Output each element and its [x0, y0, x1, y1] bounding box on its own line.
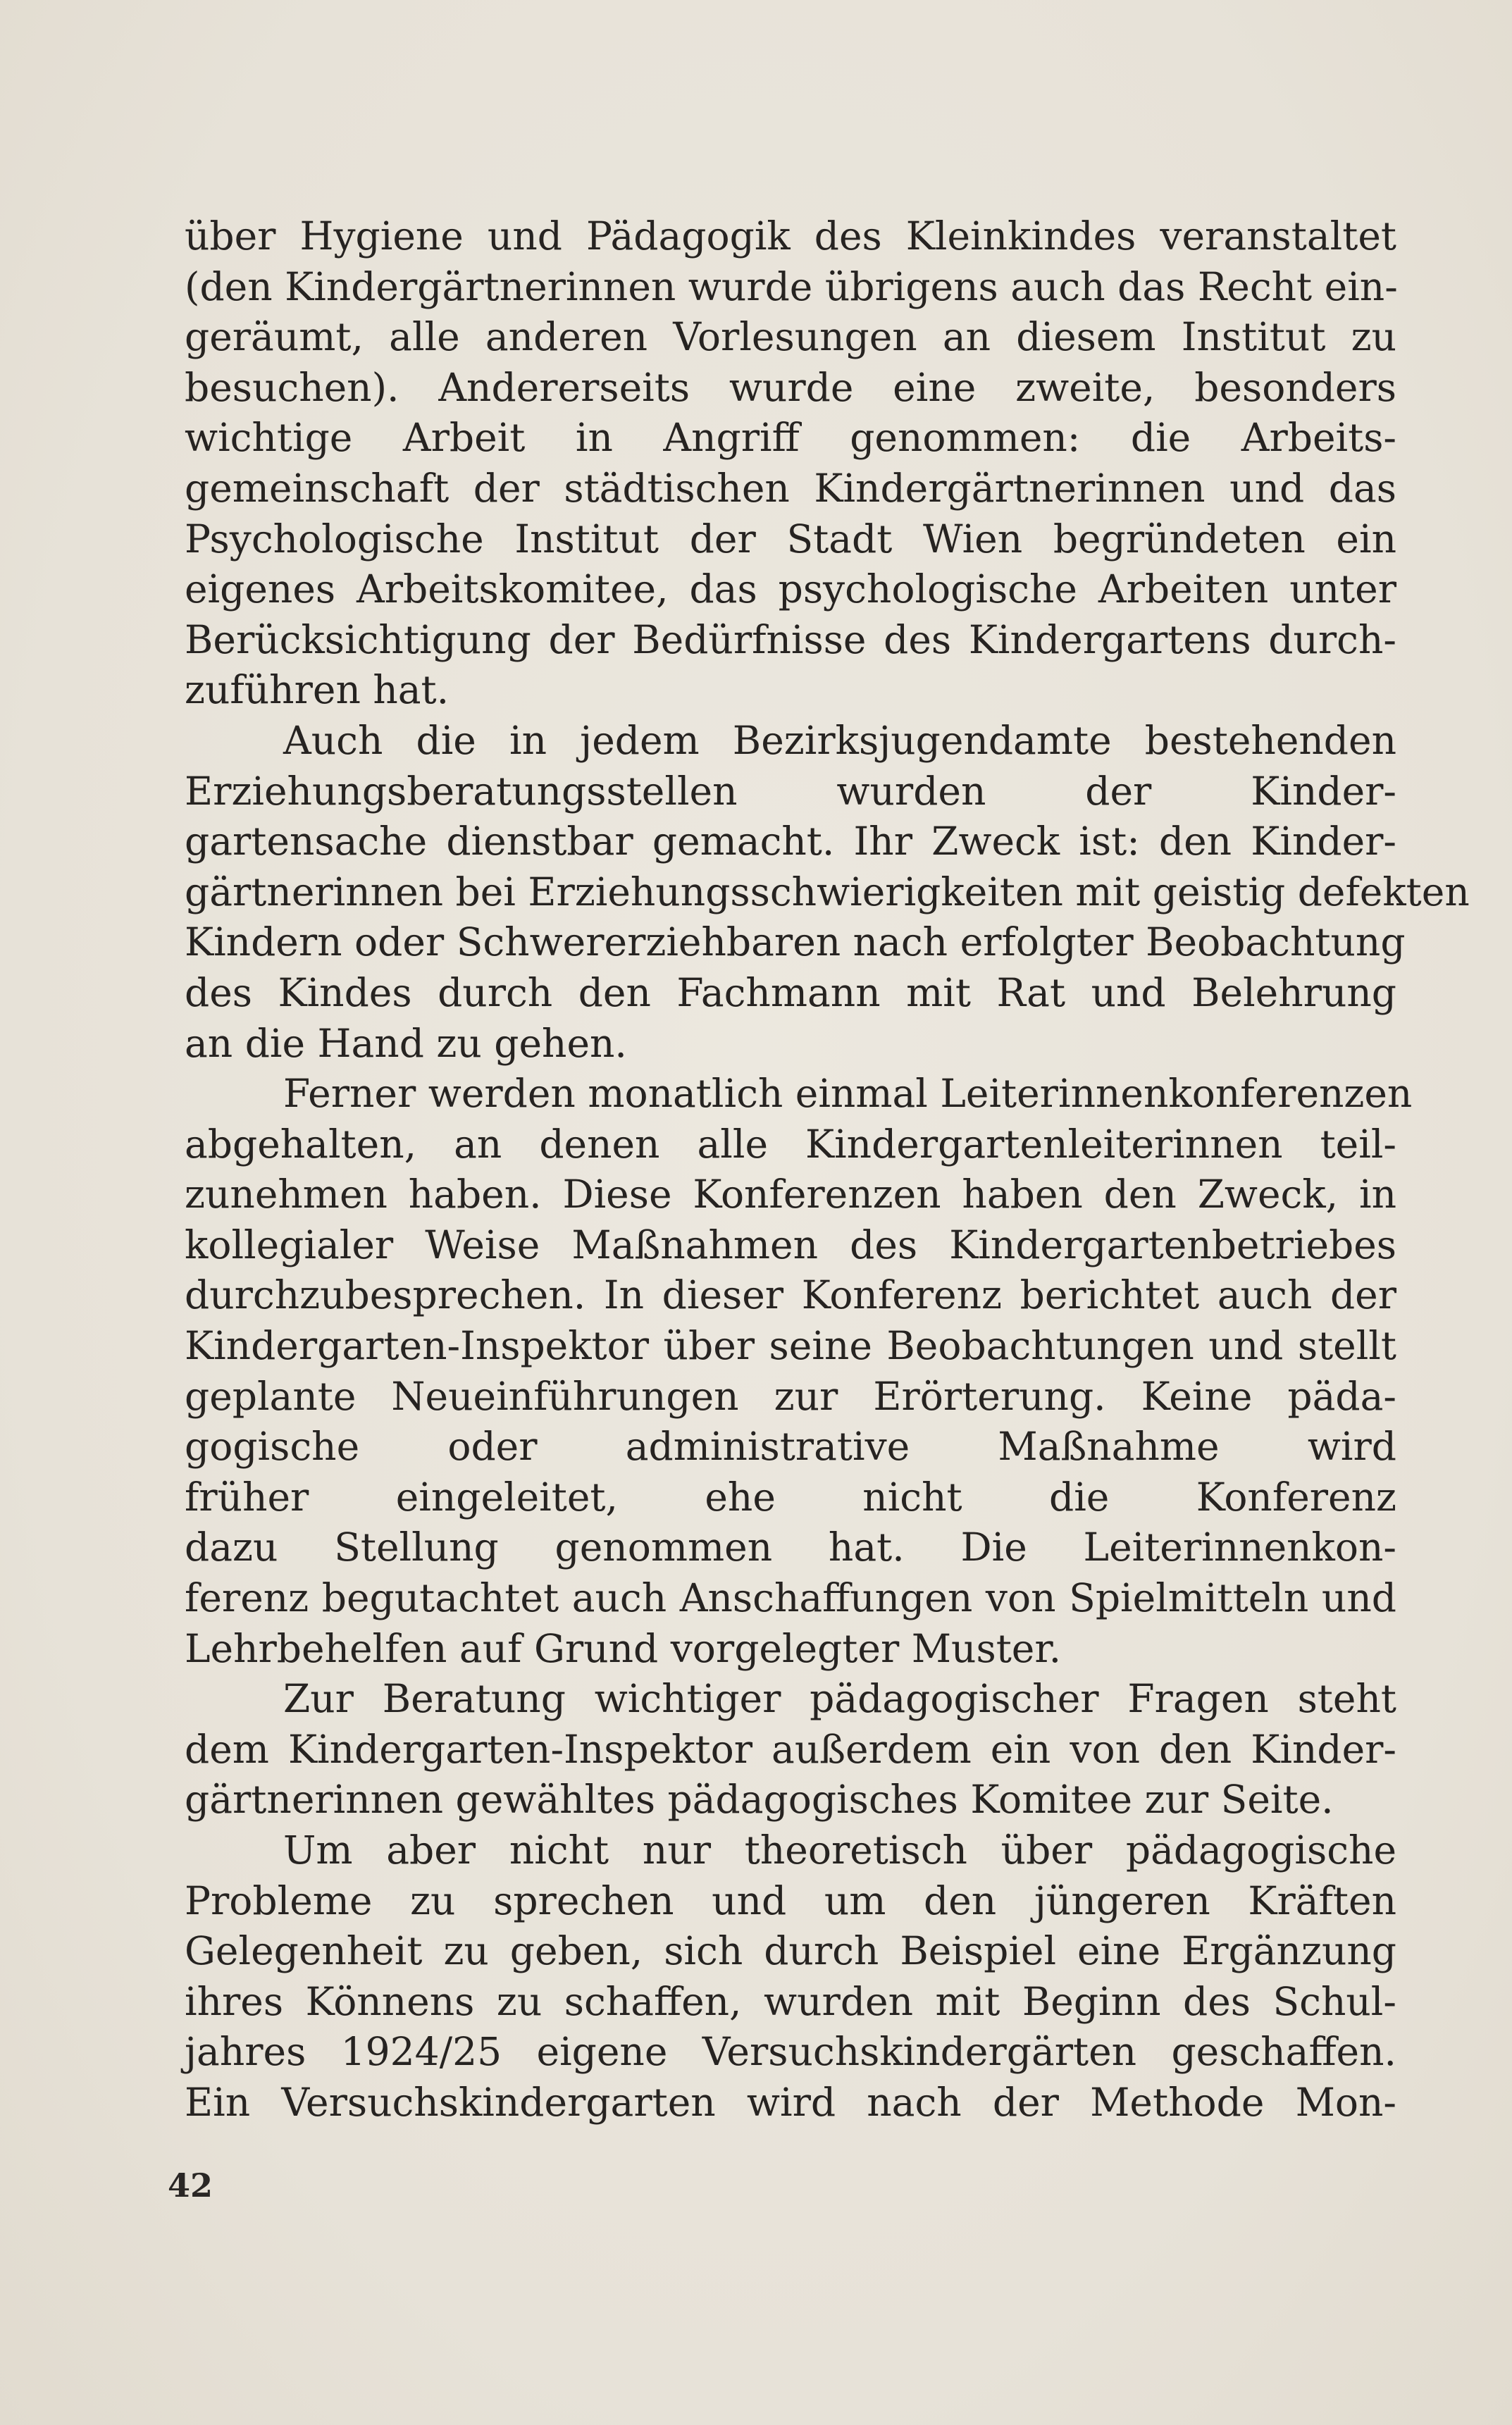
text-line-19: abgehalten, an denen alle Kindergartenleiterinnen teil-	[185, 1121, 1396, 1167]
text-line-32: gärtnerinnen gewähltes pädagogisches Komitee zur Seite.	[185, 1777, 1334, 1823]
text-line-37: jahres 1924/25 eigene Versuchskindergärten geschaffen.	[185, 2029, 1396, 2075]
text-line-33: Um aber nicht nur theoretisch über pädagogische	[283, 1828, 1396, 1873]
text-line-23: Kindergarten-Inspektor über seine Beobachtungen und stellt	[185, 1323, 1396, 1369]
text-line-2: (den Kindergärtnerinnen wurde übrigens auch das Recht ein-	[185, 263, 1398, 309]
text-line-22: durchzubesprechen. In dieser Konferenz berichtet auch der	[185, 1272, 1396, 1318]
text-line-24: geplante Neueinführungen zur Erörterung. Keine päda-	[185, 1373, 1396, 1419]
text-line-1: über Hygiene und Pädagogik des Kleinkindes veranstaltet	[185, 213, 1396, 259]
text-line-35: Gelegenheit zu geben, sich durch Beispiel eine Ergänzung	[185, 1928, 1396, 1974]
text-line-14: gärtnerinnen bei Erziehungsschwierigkeiten mit geistig defekten	[185, 869, 1470, 914]
text-line-26: früher eingeleitet, ehe nicht die Konferenz	[185, 1474, 1396, 1520]
text-line-8: eigenes Arbeitskomitee, das psychologische Arbeiten unter	[185, 566, 1396, 612]
text-line-6: gemeinschaft der städtischen Kindergärtnerinnen und das	[185, 465, 1396, 511]
text-line-4: besuchen). Andererseits wurde eine zweite, besonders	[185, 364, 1396, 410]
text-line-34: Probleme zu sprechen und um den jüngeren Kräften	[185, 1878, 1396, 1923]
text-line-13: gartensache dienstbar gemacht. Ihr Zweck ist: den Kinder-	[185, 819, 1396, 864]
text-line-27: dazu Stellung genommen hat. Die Leiterinnenkon-	[185, 1525, 1396, 1570]
text-line-21: kollegialer Weise Maßnahmen des Kindergartenbetriebes	[185, 1222, 1396, 1267]
text-line-11: Auch die in jedem Bezirksjugendamte bestehenden	[283, 717, 1396, 763]
text-line-5: wichtige Arbeit in Angriff genommen: die Arbeits-	[185, 415, 1396, 461]
text-line-28: ferenz begutachtet auch Anschaffungen von Spielmitteln und	[185, 1575, 1396, 1621]
text-line-17: an die Hand zu gehen.	[185, 1020, 627, 1066]
text-line-29: Lehrbehelfen auf Grund vorgelegter Muster.	[185, 1625, 1062, 1671]
text-line-16: des Kindes durch den Fachmann mit Rat und Belehrung	[185, 969, 1396, 1015]
text-line-31: dem Kindergarten-Inspektor außerdem ein von den Kinder-	[185, 1726, 1396, 1772]
body-text	[185, 211, 1470, 2128]
text-line-12: Erziehungsberatungsstellen wurden der Kinder-	[185, 768, 1396, 814]
text-line-15: Kindern oder Schwererziehbaren nach erfolgter Beobachtung	[185, 919, 1406, 965]
text-line-7: Psychologische Institut der Stadt Wien begründeten ein	[185, 516, 1396, 562]
text-line-38: Ein Versuchskindergarten wird nach der Methode Mon-	[185, 2079, 1396, 2125]
text-line-36: ihres Könnens zu schaffen, wurden mit Beginn des Schul-	[185, 1978, 1396, 2024]
text-line-9: Berücksichtigung der Bedürfnisse des Kindergartens durch-	[185, 616, 1396, 662]
text-line-25: gogische oder administrative Maßnahme wird	[185, 1424, 1396, 1470]
text-line-10: zuführen hat.	[185, 667, 450, 713]
page-number: 42	[168, 2166, 213, 2204]
text-line-30: Zur Beratung wichtiger pädagogischer Fragen steht	[283, 1676, 1396, 1722]
text-line-3: geräumt, alle anderen Vorlesungen an diesem Institut zu	[185, 314, 1396, 360]
text-line-20: zunehmen haben. Diese Konferenzen haben den Zweck, in	[185, 1172, 1396, 1217]
text-line-18: Ferner werden monatlich einmal Leiterinnenkonferenzen	[283, 1071, 1413, 1117]
